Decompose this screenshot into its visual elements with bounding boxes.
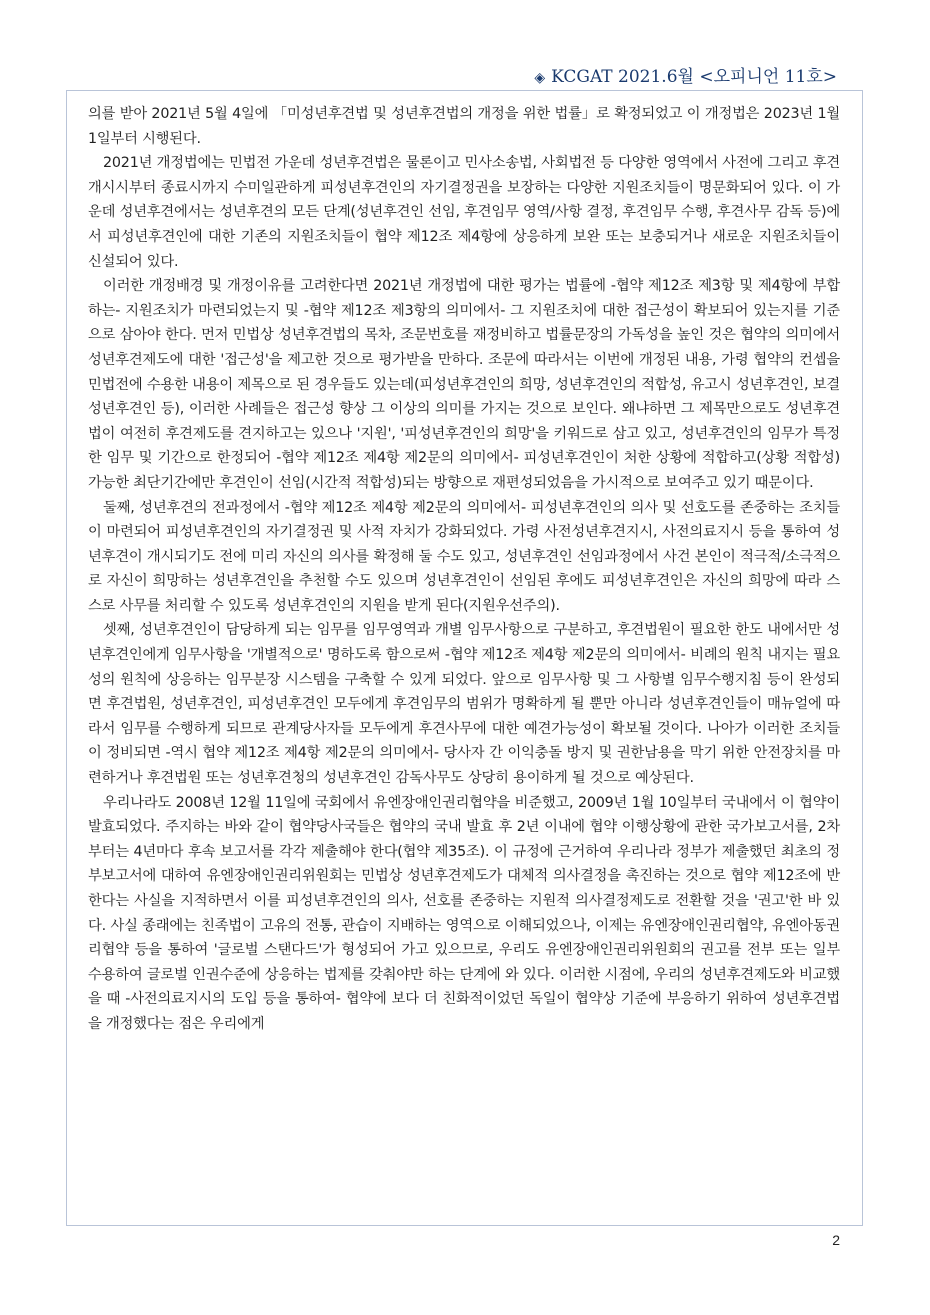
diamond-bullet-icon: ◈ <box>534 70 546 86</box>
paragraph-1: 의를 받아 2021년 5월 4일에 「미성년후견법 및 성년후견법의 개정을 위한 법률」로 확정되었고 이 개정법은 2023년 1월 1일부터 시행된다. <box>88 106 840 147</box>
paragraph-6: 우리나라도 2008년 12월 11일에 국회에서 유엔장애인권리협약을 비준했고, 2009년 1월 10일부터 국내에서 이 협약이 발효되었다. 주지하는 바와 같이 협약당사국들은 협약의 국내 발효 후 2년 이내에 협약 이행상황에 관한 국가보고서를, 2차부터는 4년마다 후속 보고서를 각각 제출해야 한다(협약 제35조). 이 규정에 근거하여 우리나라 정부가 제출했던 최초의 정부보고서에 대하여 유엔장애인권리위원회는 민법상 성년후견제도가 대체적 의사결정을 촉진하는 것으로 협약 제12조에 반한다는 사실을 지적하면서 이를 피성년후견인의 의사, 선호를 존중하는 지원적 의사결정제도로 전환할 것을 '권고'한 바 있다. 사실 종래에는 친족법이 고유의 전통, 관습이 지배하는 영역으로 이해되었으나, 이제는 유엔장애인권리협약, 유엔아동권리협약 등을 통하여 '글로벌 스탠다드'가 형성되어 가고 있으므로, 우리도 유엔장애인권리위원회의 권고를 전부 또는 일부 수용하여 글로벌 인권수준에 상응하는 법제를 갖춰야만 하는 단계에 와 있다. 이러한 시점에, 우리의 성년후견제도와 비교했을 때 -사전의료지시의 도입 등을 통하여- 협약에 보다 더 친화적이었던 독일이 협약상 기준에 부응하기 위하여 성년후견법을 개정했다는 점은 우리에게 <box>88 794 840 1032</box>
page-number: 2 <box>832 1232 840 1248</box>
paragraph-4: 둘째, 성년후견의 전과정에서 -협약 제12조 제4항 제2문의 의미에서- 피성년후견인의 의사 및 선호도를 존중하는 조치들이 마련되어 피성년후견인의 자기결정권 및 사적 자치가 강화되었다. 가령 사전성년후견지시, 사전의료지시 등을 통하여 성년후견이 개시되기도 전에 미리 자신의 의사를 확정해 둘 수도 있고, 성년후견인 선임과정에서 사건 본인이 적극적/소극적으로 자신이 희망하는 성년후견인을 추천할 수도 있으며 성년후견인이 선임된 후에도 피성년후견인은 자신의 희망에 따라 스스로 사무를 처리할 수 있도록 성년후견인의 지원을 받게 된다(지원우선주의). <box>88 499 840 614</box>
paragraph-2: 2021년 개정법에는 민법전 가운데 성년후견법은 물론이고 민사소송법, 사회법전 등 다양한 영역에서 사전에 그리고 후견 개시시부터 종료시까지 수미일관하게 피성년후견인의 자기결정권을 보장하는 다양한 지원조치들이 명문화되어 있다. 이 가운데 성년후견에서는 성년후견의 모든 단계(성년후견인 선임, 후견임무 영역/사항 결정, 후견임무 수행, 후견사무 감독 등)에서 피성년후견인에 대한 기존의 지원조치들이 협약 제12조 제4항에 상응하게 보완 또는 보충되거나 새로운 지원조치들이 신설되어 있다. <box>88 155 840 270</box>
paragraph-3: 이러한 개정배경 및 개정이유를 고려한다면 2021년 개정법에 대한 평가는 법률에 -협약 제12조 제3항 및 제4항에 부합하는- 지원조치가 마련되었는지 및 -협약 제12조 제3항의 의미에서- 그 지원조치에 대한 접근성이 확보되어 있는지를 기준으로 삼아야 한다. 먼저 민법상 성년후견법의 목차, 조문번호를 재정비하고 법률문장의 가독성을 높인 것은 협약의 의미에서 성년후견제도에 대한 '접근성'을 제고한 것으로 평가받을 만하다. 조문에 따라서는 이번에 개정된 내용, 가령 협약의 컨셉을 민법전에 수용한 내용이 제목으로 된 경우들도 있는데(피성년후견인의 희망, 성년후견인의 적합성, 유고시 성년후견인, 보결 성년후견인 등), 이러한 사례들은 접근성 향상 그 이상의 의미를 가지는 것으로 보인다. 왜냐하면 그 제목만으로도 성년후견법이 여전히 후견제도를 견지하고는 있으나 '지원', '피성년후견인의 희망'을 키워드로 삼고 있고, 성년후견인의 임무가 특정한 임무 및 기간으로 한정되어 -협약 제12조 제4항 제2문의 의미에서- 피성년후견인이 처한 상황에 적합하고(상황 적합성) 가능한 최단기간에만 후견인이 선임(시간적 적합성)되는 방향으로 재편성되었음을 가시적으로 보여주고 있기 때문이다. <box>88 278 840 491</box>
document-body <box>88 102 840 1037</box>
header-text: KCGAT 2021.6월 <오피니언 11호> <box>551 67 837 87</box>
page-header <box>534 62 837 87</box>
paragraph-5: 셋째, 성년후견인이 담당하게 되는 임무를 임무영역과 개별 임무사항으로 구분하고, 후견법원이 필요한 한도 내에서만 성년후견인에게 임무사항을 '개별적으로' 명하도록 함으로써 -협약 제12조 제4항 제2문의 의미에서- 비례의 원칙 내지는 필요성의 원칙에 상응하는 임무분장 시스템을 구축할 수 있게 되었다. 앞으로 임무사항 및 그 사항별 임무수행지침 등이 완성되면 후견법원, 성년후견인, 피성년후견인 모두에게 후견임무의 범위가 명확하게 될 뿐만 아니라 성년후견인들이 매뉴얼에 따라서 임무를 수행하게 되므로 관계당사자들 모두에게 후견사무에 대한 예견가능성이 확보될 것이다. 나아가 이러한 조치들이 정비되면 -역시 협약 제12조 제4항 제2문의 의미에서- 당사자 간 이익충돌 방지 및 권한남용을 막기 위한 안전장치를 마련하거나 후견법원 또는 성년후견청의 성년후견인 감독사무도 상당히 용이하게 될 것으로 예상된다. <box>88 622 840 787</box>
